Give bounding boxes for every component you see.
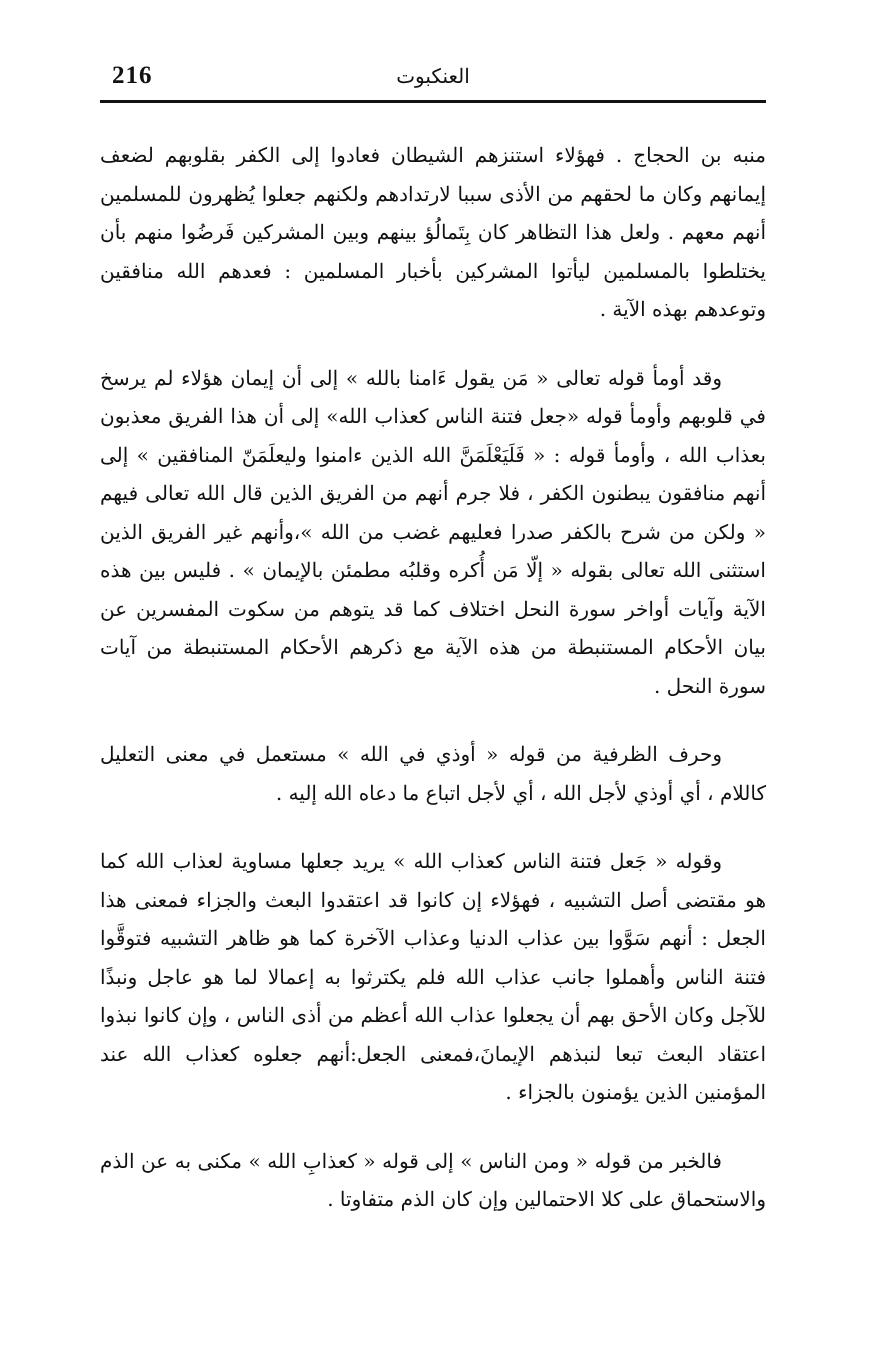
running-title: العنكبوت bbox=[396, 64, 470, 88]
body-text bbox=[100, 136, 766, 1249]
page-header bbox=[100, 60, 766, 96]
page-number: 216 bbox=[112, 62, 153, 89]
paragraph-1: منبه بن الحجاج . فهؤلاء استنزهم الشيطان فعادوا إلى الكفر بقلوبهم لضعف إيمانهم وكان ما لحقهم من الأذى سببا لارتدادهم ولكنهم جعلوا يُظهرون للمسلمين أنهم معهم . ولعل هذا التظاهر كان بِتَمالُؤ بينهم وبين المشركين فَرضُوا منهم بأن يختلطوا بالمسلمين ليأتوا المشركين بأخبار المسلمين : فعدهم الله منافقين وتوعدهم بهذه الآية . bbox=[100, 143, 766, 321]
paragraph-5: فالخبر من قوله « ومن الناس » إلى قوله « كعذابِ الله » مكنى به عن الذم والاستحماق على كلا الاحتمالين وإن كان الذم متفاوتا . bbox=[100, 1148, 766, 1211]
paragraph-4: وقوله « جَعل فتنة الناس كعذاب الله » يريد جعلها مساوية لعذاب الله كما هو مقتضى أصل التشبيه ، فهؤلاء إن كانوا قد اعتقدوا البعث والجزاء فمعنى هذا الجعل : أنهم سَوَّوا بين عذاب الدنيا وعذاب الآخرة كما هو ظاهر التشبيه فتوقَّوا فتنة الناس وأهملوا جانب عذاب الله فلم يكترثوا به إعمالا لما هو عاجل ونبذًا للآجل وكان الأحق بهم أن يجعلوا عذاب الله أعظم من أذى الناس ، وإن كانوا نبذوا اعتقاد البعث تبعا لنبذهم الإيمانَ،فمعنى الجعل:أنهم جعلوه كعذاب الله عند المؤمنين الذين يؤمنون بالجزاء . bbox=[100, 849, 766, 1104]
paragraph-3: وحرف الظرفية من قوله « أوذي في الله » مستعمل في معنى التعليل كاللام ، أي أوذي لأجل الله ، أي لأجل اتباع ما دعاه الله إليه . bbox=[100, 742, 766, 805]
paragraph-2: وقد أومأ قوله تعالى « مَن يقول ءَامنا بالله » إلى أن إيمان هؤلاء لم يرسخ في قلوبهم وأومأ قوله «جعل فتنة الناس كعذاب الله» إلى أن هذا الفريق معذبون بعذاب الله ، وأومأ قوله : « فَلَيَعْلَمَنَّ الله الذين ءامنوا وليعلَمَنّ المنافقين » إلى أنهم منافقون يبطنون الكفر ، فلا جرم أنهم من الفريق الذين قال الله تعالى فيهم « ولكن من شرح بالكفر صدرا فعليهم غضب من الله »،وأنهم غير الفريق الذين استثنى الله تعالى بقوله « إلّا مَن أُكره وقلبُه مطمئن بالإيمان » . فليس بين هذه الآية وآيات أواخر سورة النحل اختلاف كما قد يتوهم من سكوت المفسرين عن بيان الأحكام المستنبطة من هذه الآية مع ذكرهم الأحكام المستنبطة من آيات سورة النحل . bbox=[100, 365, 766, 698]
header-rule bbox=[100, 100, 766, 103]
